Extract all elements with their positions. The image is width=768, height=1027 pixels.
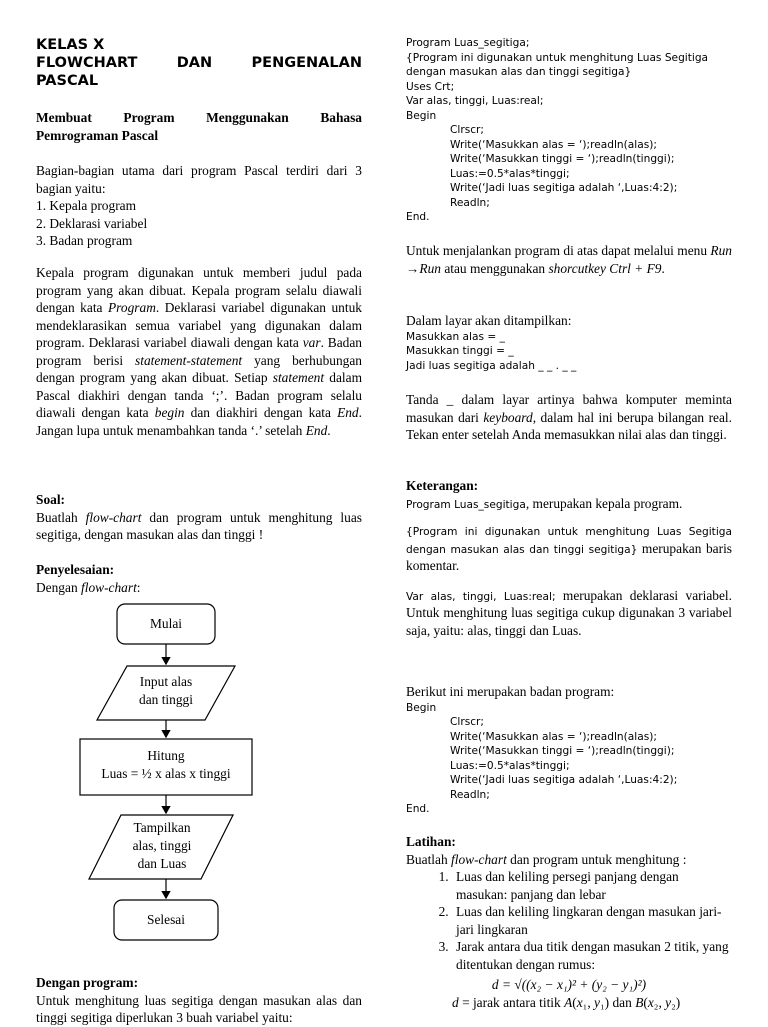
latihan-label: Latihan:: [406, 834, 456, 849]
keterangan-label: Keterangan:: [406, 478, 479, 493]
tanda-paragraph: Tanda _ dalam layar artinya bahwa komputer meminta masukan dari keyboard, dalam hal ini berupa bilangan real. Tekan enter setelah Anda memasukkan nilai alas dan tinggi.: [406, 392, 732, 442]
intro-block: Bagian-bagian utama dari program Pascal terdiri dari 3 bagian yaitu: 1. Kepala program 2. Deklarasi variabel 3. Badan program: [36, 163, 362, 248]
latihan-block: Latihan: Buatlah flow-chart dan program untuk menghitung : 1. Luas dan keliling persegi panjang dengan masukan: panjang dan lebar 2. Luas dan keliling lingkaran dengan masukan jari-jari lingkaran 3. Jarak antara dua titik dengan masukan 2 titik, yang ditentukan dengan rumus: d = √((x₂ − x₁)² + (y₂ − y₁)²) d = jarak antara titik A(x₁, y₁) dan B(x₂, y₂): [406, 833, 732, 1011]
explanation-paragraph: Kepala program digunakan untuk memberi judul pada program yang akan dibuat. Kepala program selalu diawali dengan kata Program. Deklarasi variabel digunakan untuk mendeklarasikan semua variabel yang digunakan dalam program. Deklarasi variabel diawali dengan kata var. Badan program berisi statement-statement yang berhubungan dengan program yang akan dibuat. Setiap statement dalam Pascal diakhiri dengan tanda ‘;’. Badan program selalu diawali dengan kata begin dan diakhiri dengan kata End. Jangan lupa untuk menambahkan tanda ‘.’ setelah End.: [36, 265, 363, 438]
list-item: 3. Jarak antara dua titik dengan masukan 2 titik, yang ditentukan dengan rumus:: [452, 938, 732, 973]
keterangan-block: Keterangan: Program Luas_segitiga, merupakan kepala program. {Program ini digunakan untuk menghitung Luas Segitiga dengan masukan alas dan tinggi segitiga} merupakan baris komentar. Var alas, tinggi, Luas:real; merupakan deklarasi variabel. Untuk menghitung luas segitiga cukup digunakan 3 variabel saja, yaitu: alas, tinggi dan Luas.: [406, 478, 733, 638]
formula-note: d = jarak antara titik A(x₁, y₁) dan B(x₂, y₂): [452, 994, 681, 1010]
penyelesaian-block: Penyelesaian: Dengan flow-chart:: [36, 561, 362, 596]
part-item: 2. Deklarasi variabel: [36, 215, 148, 231]
svg-text:Tampilkan: Tampilkan: [133, 820, 191, 835]
svg-text:Input alas: Input alas: [139, 674, 193, 689]
list-item: 1. Luas dan keliling persegi panjang dengan masukan: panjang dan lebar: [452, 868, 732, 903]
title-line-1: KELAS X: [36, 37, 105, 53]
run-paragraph: Untuk menjalankan program di atas dapat melalui menu Run →Run atau menggunakan shorcutkey Ctrl + F9.: [406, 243, 732, 276]
part-item: 3. Badan program: [36, 233, 133, 248]
program-label: Dengan program:: [36, 975, 139, 990]
latihan-list: [406, 868, 732, 973]
subheading: Membuat Program Menggunakan Bahasa Pemrograman Pascal: [36, 110, 362, 143]
distance-formula: d = √((x₂ − x₁)² + (y₂ − y₁)²): [491, 977, 647, 992]
title-line-3: PASCAL: [36, 73, 99, 89]
title-line-2: FLOWCHART DAN PENGENALAN: [36, 55, 362, 71]
screen-block: Dalam layar akan ditampilkan: Masukkan alas = _ Masukkan tinggi = _ Jadi luas segitiga adalah _ _ . _ _: [406, 313, 577, 372]
flowchart: [36, 600, 362, 950]
end-label: Selesai: [147, 912, 185, 927]
page-title: [36, 36, 362, 90]
svg-text:dan Luas: dan Luas: [137, 856, 187, 871]
program-block: Dengan program: Untuk menghitung luas segitiga dengan masukan alas dan tinggi segitiga diperlukan 3 buah variabel yaitu:: [36, 975, 362, 1025]
list-item: 2. Luas dan keliling lingkaran dengan masukan jari-jari lingkaran: [452, 903, 732, 938]
penyelesaian-label: Penyelesaian:: [36, 562, 115, 577]
badan-block: Berikut ini merupakan badan program: Begin Clrscr; Write(‘Masukkan alas = ‘);readln(alas); Write(‘Masukkan tinggi = ‘);readln(tinggi); Luas:=0.5*alas*tinggi; Write(‘Jadi luas segitiga adalah ‘,Luas:4:2); Readln; End.: [406, 684, 678, 815]
soal-label: Soal:: [36, 492, 66, 507]
soal-block: [36, 491, 362, 544]
svg-text:Hitung: Hitung: [147, 748, 185, 763]
svg-text:alas, tinggi: alas, tinggi: [132, 838, 192, 853]
start-label: Mulai: [150, 616, 182, 631]
svg-text:Luas = ½ x alas x tinggi: Luas = ½ x alas x tinggi: [101, 766, 231, 781]
svg-text:dan tinggi: dan tinggi: [139, 692, 193, 707]
code-listing: Program Luas_segitiga; {Program ini digunakan untuk menghitung Luas Segitiga dengan masukan alas dan tinggi segitiga} Uses Crt; Var alas, tinggi, Luas:real; Begin Clrscr; Write(‘Masukkan alas = ‘);readln(alas); Write(‘Masukkan tinggi = ‘);readln(tinggi); Luas:=0.5*alas*tinggi; Write(‘Jadi luas segitiga adalah ‘,Luas:4:2); Readln; End.: [406, 37, 709, 223]
soal-text: Buatlah flow-chart dan program untuk menghitung luas segitiga, dengan masukan alas dan tinggi !: [36, 509, 362, 542]
part-item: 1. Kepala program: [36, 198, 137, 213]
